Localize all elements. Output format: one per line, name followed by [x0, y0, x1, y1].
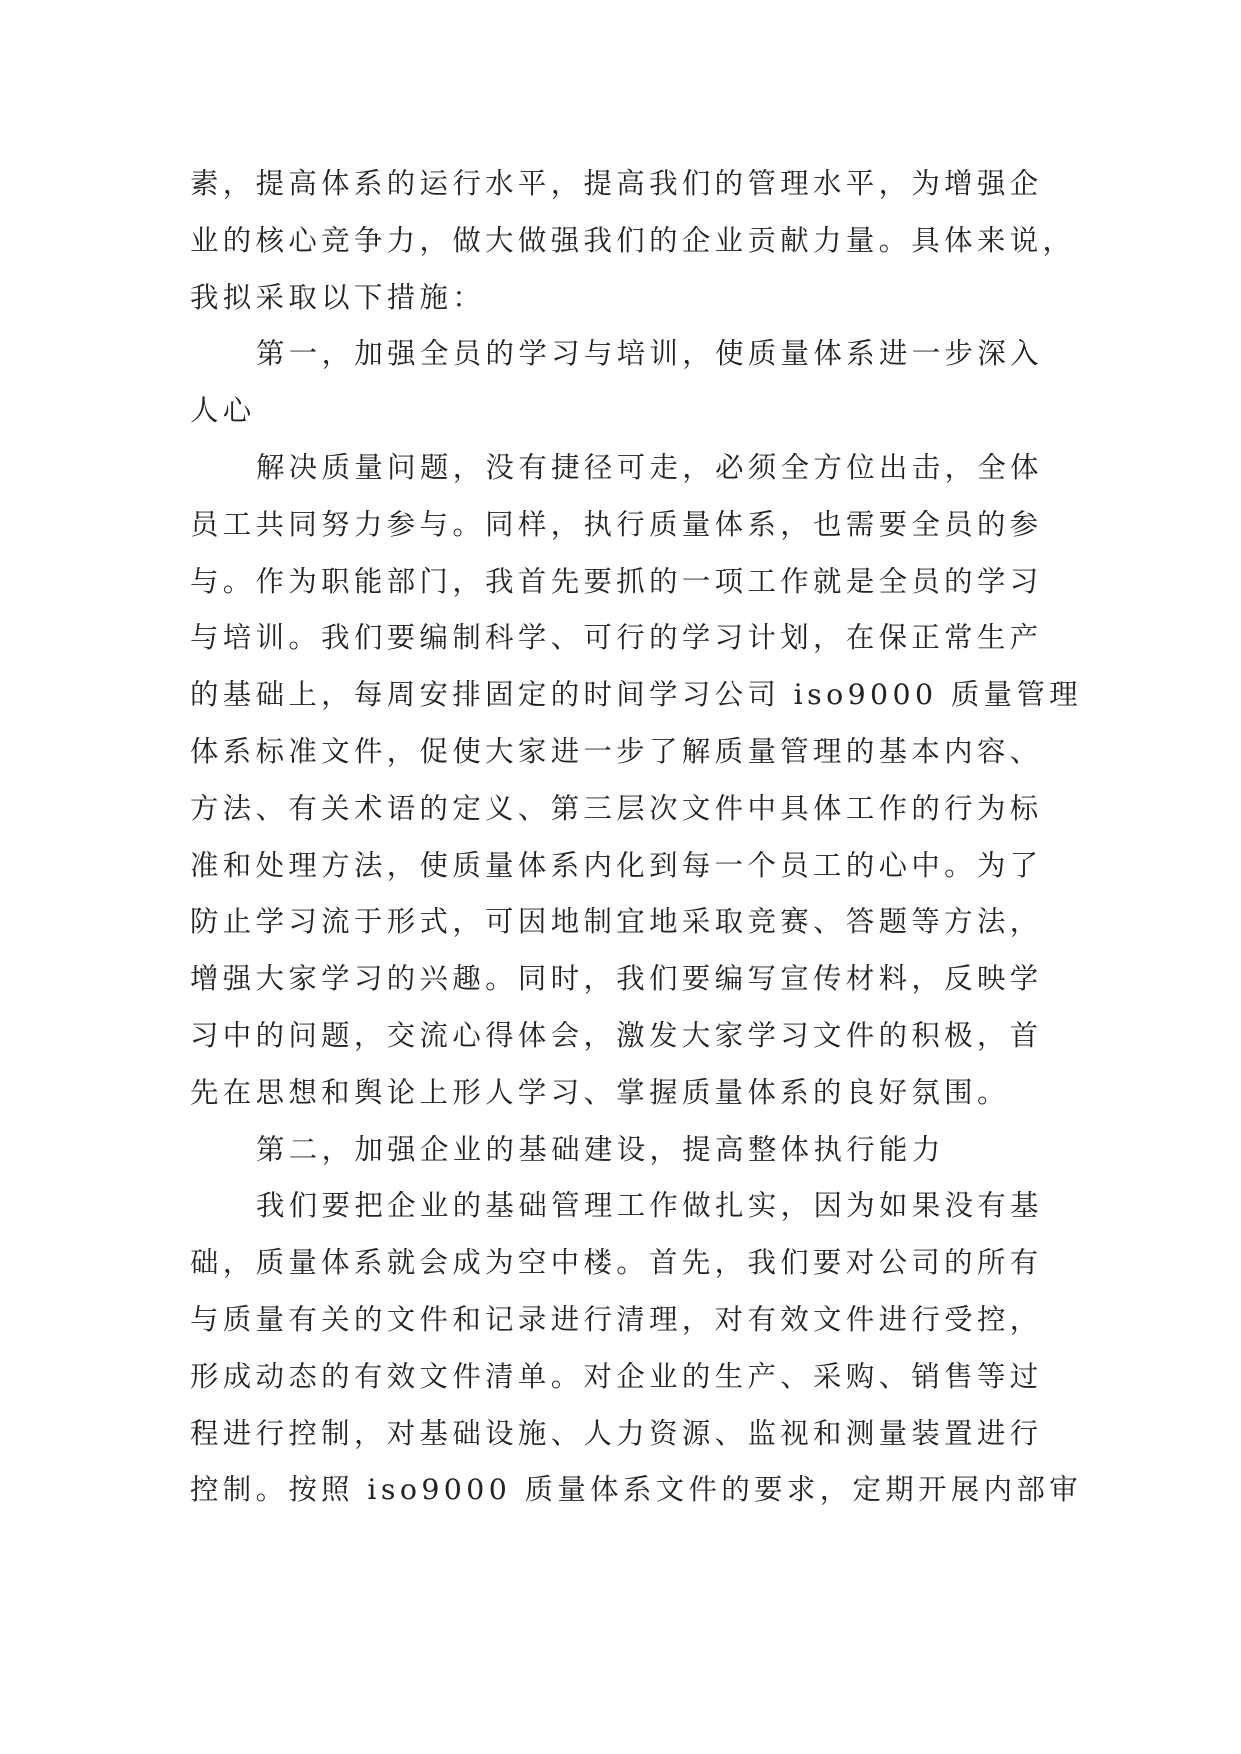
section-heading: 第一，加强全员的学习与培训，使质量体系进一步深入 — [256, 337, 1043, 371]
text-line: 业的核心竞争力，做大做强我们的企业贡献力量。具体来说， — [190, 223, 1076, 257]
text-line: 先在思想和舆论上形人学习、掌握质量体系的良好氛围。 — [190, 1075, 1010, 1109]
section-heading: 第二，加强企业的基础建设，提高整体执行能力 — [256, 1132, 945, 1166]
text-line: 与。作为职能部门，我首先要抓的一项工作就是全员的学习 — [190, 564, 1043, 598]
text-line: 的基础上，每周安排固定的时间学习公司 iso9000 质量管理 — [190, 678, 1083, 712]
text-line: 程进行控制，对基础设施、人力资源、监视和测量装置进行 — [190, 1416, 1043, 1450]
text-line: 控制。按照 iso9000 质量体系文件的要求，定期开展内部审 — [190, 1473, 1083, 1507]
paragraph-start: 解决质量问题，没有捷径可走，必须全方位出击，全体 — [256, 450, 1043, 484]
section-heading-continued: 人心 — [190, 394, 256, 428]
text-line: 增强大家学习的兴趣。同时，我们要编写宣传材料，反映学 — [190, 962, 1043, 996]
text-line: 习中的问题，交流心得体会，激发大家学习文件的积极，首 — [190, 1018, 1043, 1052]
text-line: 准和处理方法，使质量体系内化到每一个员工的心中。为了 — [190, 848, 1043, 882]
document-body — [190, 156, 1083, 1519]
text-line: 形成动态的有效文件清单。对企业的生产、采购、销售等过 — [190, 1359, 1043, 1393]
text-line: 体系标准文件，促使大家进一步了解质量管理的基本内容、 — [190, 734, 1043, 768]
text-line: 素，提高体系的运行水平，提高我们的管理水平，为增强企 — [190, 167, 1043, 200]
text-line: 员工共同努力参与。同样，执行质量体系，也需要全员的参 — [190, 507, 1043, 541]
text-line: 防止学习流于形式，可因地制宜地采取竞赛、答题等方法， — [190, 905, 1043, 939]
text-line: 我拟采取以下措施： — [190, 280, 486, 314]
text-line: 与培训。我们要编制科学、可行的学习计划，在保正常生产 — [190, 621, 1043, 655]
text-line: 方法、有关术语的定义、第三层次文件中具体工作的行为标 — [190, 791, 1043, 825]
text-line: 与质量有关的文件和记录进行清理，对有效文件进行受控， — [190, 1302, 1043, 1336]
paragraph-start: 我们要把企业的基础管理工作做扎实，因为如果没有基 — [256, 1189, 1043, 1223]
text-line: 础，质量体系就会成为空中楼。首先，我们要对公司的所有 — [190, 1246, 1043, 1280]
